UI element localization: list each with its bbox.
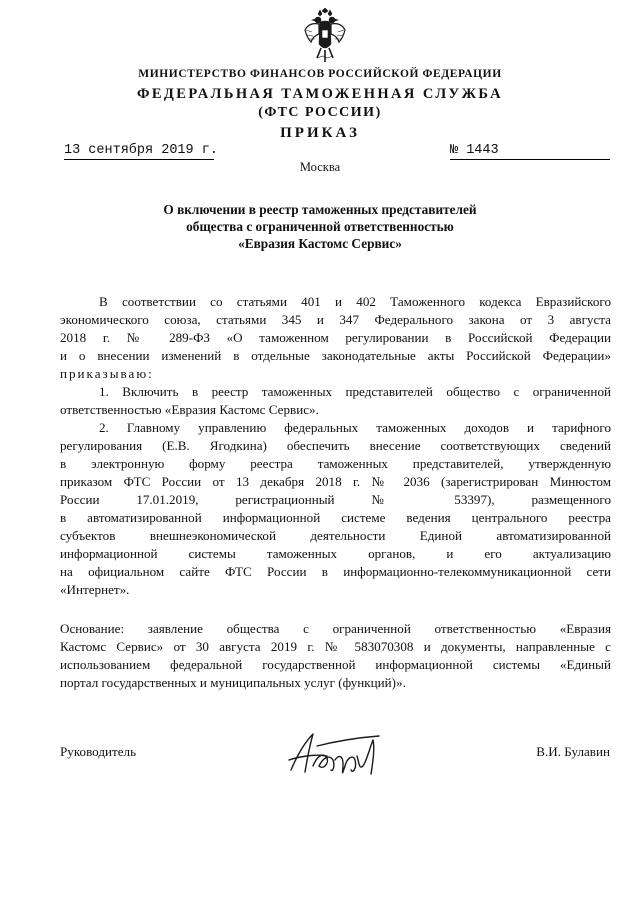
item-2-line: субъектов внешнеэкономической деятельности Единой автоматизированной	[60, 528, 611, 543]
double-headed-eagle-emblem-icon	[303, 8, 347, 66]
issue-city: Москва	[299, 160, 341, 174]
handwritten-signature-icon	[283, 726, 393, 782]
document-type-title: ПРИКАЗ	[280, 125, 360, 141]
item-2-line: в автоматизированной информационной системе ведения центрального реестра	[60, 510, 611, 525]
item-2-line: 2. Главному управлению федеральных таможенных доходов и тарифного	[99, 420, 611, 435]
preamble-line: 2018 г. № 289-ФЗ «О таможенном регулировании в Российской Федерации	[60, 330, 611, 345]
item-1-line: 1. Включить в реестр таможенных представителей общество с ограниченной	[99, 384, 611, 399]
service-name: ФЕДЕРАЛЬНАЯ ТАМОЖЕННАЯ СЛУЖБА	[136, 86, 503, 102]
basis-line: портал государственных и муниципальных услуг (функций)».	[60, 675, 406, 690]
service-abbreviation: (ФТС РОССИИ)	[258, 105, 382, 120]
basis-line: использованием федеральной государственной информационной системы «Единый	[60, 657, 611, 672]
order-number: № 1443	[450, 143, 610, 160]
signatory-role: Руководитель	[60, 744, 137, 759]
item-2-line: информационной системы таможенных органов, и его актуализацию	[60, 546, 611, 561]
item-2-line: России 17.01.2019, регистрационный № 53397), размещенного	[60, 492, 611, 507]
preamble-line: экономического союза, статьями 345 и 347 Федерального закона от 3 августа	[60, 312, 611, 327]
item-2-line: регулирования (Е.В. Ягодкина) обеспечить внесение соответствующих сведений	[60, 438, 611, 453]
order-date: 13 сентября 2019 г.	[64, 143, 218, 158]
subject-line: «Евразия Кастомс Сервис»	[238, 236, 402, 251]
item-2-line: в электронную форму реестра таможенных представителей, утвержденную	[60, 456, 611, 471]
item-2-line: приказом ФТС России от 13 декабря 2018 г. № 2036 (зарегистрирован Минюстом	[60, 474, 611, 489]
preamble-line: В соответствии со статьями 401 и 402 Таможенного кодекса Евразийского	[99, 294, 611, 309]
order-word: приказываю:	[60, 366, 154, 381]
item-1-line: ответственностью «Евразия Кастомс Сервис».	[60, 402, 319, 417]
basis-line: Кастомс Сервис» от 30 августа 2019 г. № 583070308 и документы, направленные с	[60, 639, 611, 654]
subject-line: О включении в реестр таможенных представителей	[163, 202, 477, 217]
item-2-line: на официальном сайте ФТС России в информационно-телекоммуникационной сети	[60, 564, 611, 579]
subject-line: общества с ограниченной ответственностью	[186, 219, 454, 234]
signatory-name: В.И. Булавин	[536, 744, 610, 759]
item-2-line: «Интернет».	[60, 582, 130, 597]
preamble-line: и о внесении изменений в отдельные законодательные акты Российской Федерации»	[60, 348, 611, 363]
basis-line: Основание: заявление общества с ограниченной ответственностью «Евразия	[60, 621, 611, 636]
order-subject	[0, 201, 640, 252]
ministry-name: МИНИСТЕРСТВО ФИНАНСОВ РОССИЙСКОЙ ФЕДЕРАЦИИ	[138, 68, 502, 80]
